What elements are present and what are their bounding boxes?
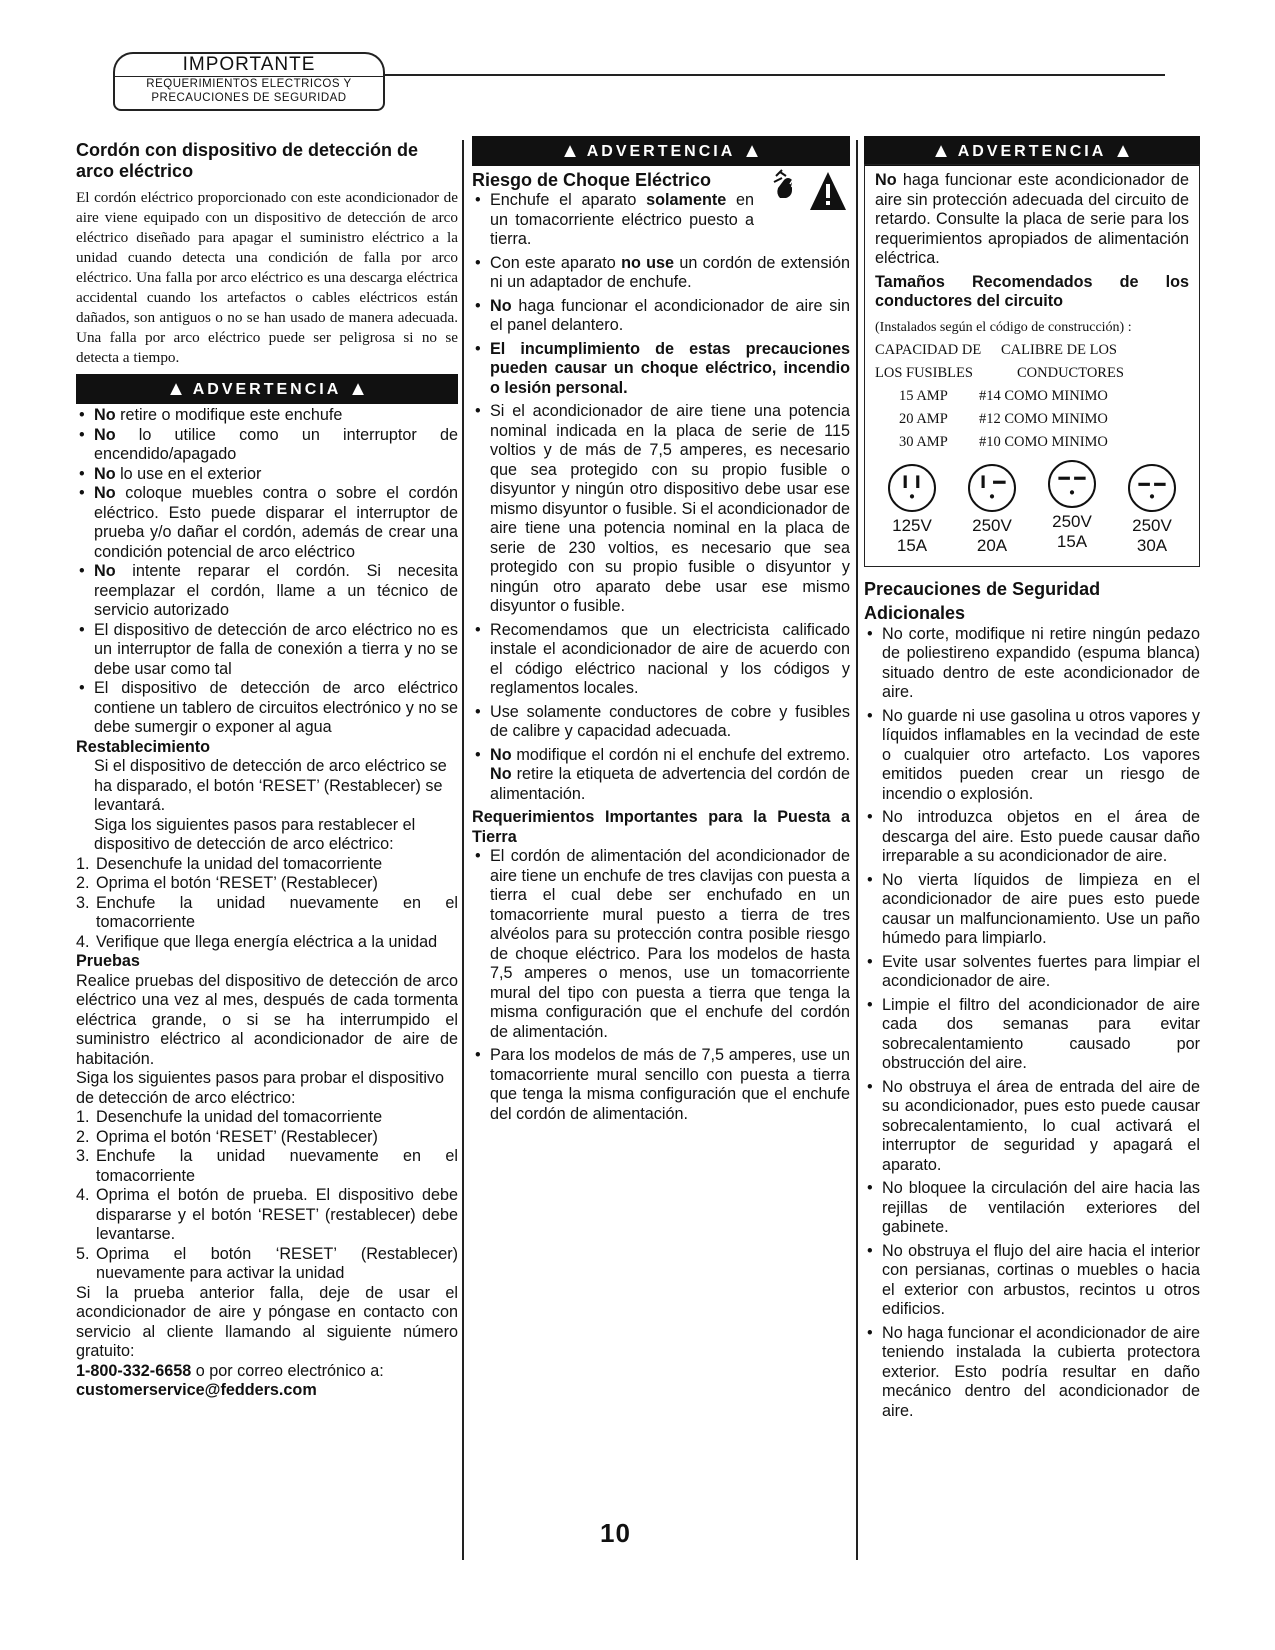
item-post2: retire la etiqueta de advertencia del cordón de alimentación.	[490, 765, 850, 803]
wire-gauge: #12 COMO MINIMO	[979, 410, 1108, 427]
step-number: 1.	[76, 1108, 90, 1126]
warning-item-text: El dispositivo de detección de arco eléctrico no es un interruptor de falla de conexión a tierra y no se debe usar como tal	[94, 620, 458, 678]
column-3	[864, 140, 1200, 1425]
fuse-table	[875, 339, 1189, 454]
warning-item-text: lo use en el exterior	[115, 464, 262, 483]
page-number: 10	[600, 1518, 631, 1548]
outlet-icon	[1048, 460, 1096, 508]
item-post: modifique el cordón ni el enchufe del extremo.	[511, 745, 850, 764]
contact-line	[76, 1362, 458, 1382]
circuit-warning-box	[864, 164, 1200, 567]
warning-triangle-icon: ▲	[742, 140, 762, 162]
wire-gauge: #10 COMO MINIMO	[979, 433, 1108, 450]
safety-item: • No introduzca objetos en el área de descarga del aire. Esto puede causar daño irreparable a su acondicionador de aire.	[864, 808, 1200, 867]
step-item	[76, 1186, 458, 1245]
outlet-icon	[888, 464, 936, 512]
warning-item	[76, 484, 458, 562]
warning-body: haga funcionar este acondicionador de aire sin protección adecuada del circuito de retardo. Consulte la placa de serie para los requerimientos apropiados de alimentación eléctrica.	[875, 171, 1189, 267]
item-b: solamente	[646, 191, 727, 209]
step-item	[76, 1108, 458, 1128]
item-b: No	[490, 296, 512, 315]
step-text: Desenchufe la unidad del tomacorriente	[96, 1108, 383, 1126]
warning-item-text: retire o modifique este enchufe	[115, 406, 343, 424]
step-number: 2.	[76, 1127, 90, 1146]
reset-title: Restablecimiento	[76, 737, 211, 756]
phone-number: 1-800-332-6658	[76, 1361, 192, 1380]
item-post: en un tomacorriente eléctrico puesto a tierra.	[490, 191, 754, 248]
circuit-warning-text	[875, 171, 1189, 269]
step-item	[76, 1147, 458, 1186]
shock-risk-title: Riesgo de Choque Eléctrico	[472, 170, 712, 190]
warning-item	[76, 562, 458, 621]
shock-risk-item	[472, 254, 850, 293]
reset-para-2: Siga los siguientes pasos para restablecer el dispositivo de detección de arco eléctrico:	[94, 815, 416, 853]
grounding-item: • Para los modelos de más de 7,5 amperes, use un tomacorriente mural sencillo con puesta a tierra que tenga la misma configuración que el enchufe del cordón de alimentación.	[472, 1046, 850, 1124]
warning-triangle-icon: ▲	[931, 140, 951, 162]
step-item	[76, 1245, 458, 1284]
shock-risk-item	[472, 191, 850, 250]
safety-item: • Limpie el filtro del acondicionador de aire cada dos semanas para evitar sobrecalentamiento causado por obstrucción del aire.	[864, 996, 1200, 1074]
warning-no: No	[875, 171, 897, 189]
outlet-amperage: 20A	[976, 535, 1008, 555]
fuse-capacity: 30 AMP	[899, 433, 948, 450]
warning-item-bold: No	[94, 464, 116, 483]
safety-item: • No haga funcionar el acondicionador de aire teniendo instalada la cubierta protectora exterior. Esto podría resultar en daño mecánico dentro del acondicionador de aire.	[864, 1324, 1200, 1422]
reset-para-1: Si el dispositivo de detección de arco eléctrico se ha disparado, el botón ‘RESET’ (Restablecer) se levantará.	[94, 757, 447, 814]
shock-risk-item	[472, 746, 850, 805]
warning-item-bold: No	[94, 406, 116, 424]
step-number: 4.	[76, 1186, 90, 1204]
fuse-table-header-row	[875, 339, 1189, 362]
step-text: Desenchufe la unidad del tomacorriente	[96, 854, 383, 873]
warning-item	[76, 426, 458, 465]
grounding-list	[472, 847, 850, 1124]
item-pre: Use solamente conductores de cobre y fusibles de calibre y capacidad adecuada.	[490, 702, 850, 740]
test-title: Pruebas	[76, 952, 140, 970]
step-number: 1.	[76, 854, 90, 873]
email-address: customerservice@fedders.com	[76, 1381, 317, 1399]
step-text: Oprima el botón ‘RESET’ (Restablecer)	[96, 1127, 378, 1146]
column-divider-2	[856, 140, 858, 1560]
step-text: Verifique que llega energía eléctrica a la unidad	[96, 932, 438, 951]
step-number: 3.	[76, 893, 90, 912]
warning-triangle-icon: ▲	[560, 140, 580, 162]
outlet-diagram	[1039, 464, 1105, 556]
outlet-amperage: 15A	[1056, 531, 1088, 551]
step-text: Oprima el botón de prueba. El dispositivo debe dispararse y el botón ‘RESET’ (restablecer) debe levantarse.	[96, 1186, 458, 1243]
safety-item: • No guarde ni use gasolina u otros vapores y líquidos inflamables en la vecindad de este o cualquier otro artefacto. Los vapores emitidos pueden crear un riesgo de incendio o explosión.	[864, 707, 1200, 805]
warning-item-text: El dispositivo de detección de arco eléctrico contiene un tablero de circuitos electrónico y no se debe sumergir o exponer al agua	[94, 679, 458, 736]
step-item	[76, 1128, 458, 1148]
item-b: El incumplimiento de estas precauciones pueden causar un choque eléctrico, incendio o lesión personal.	[490, 339, 850, 397]
header-subtitle	[113, 76, 385, 111]
arc-cord-title: Cordón con dispositivo de detección de arco eléctrico	[76, 140, 419, 181]
step-number: 5.	[76, 1244, 90, 1263]
outlet-voltage: 250V	[1132, 515, 1172, 535]
warning-item	[76, 465, 458, 485]
header-sub-line-2: PRECAUCIONES DE SEGURIDAD	[151, 92, 347, 104]
fuse-table-row	[875, 385, 1189, 408]
shock-risk-item	[472, 297, 850, 336]
safety-item: • No corte, modifique ni retire ningún pedazo de poliestireno expandido (espuma blanca) situado dentro de este acondicionador de aire.	[864, 625, 1200, 703]
outlet-voltage: 125V	[892, 515, 932, 535]
shock-risk-list	[472, 191, 850, 804]
item-post: haga funcionar el acondicionador de aire sin el panel delantero.	[490, 296, 850, 334]
item-b: no use	[621, 253, 675, 272]
step-text: Oprima el botón ‘RESET’ (Restablecer) nuevamente para activar la unidad	[96, 1244, 458, 1282]
warning-item-text: intente reparar el cordón. Si necesita reemplazar el cordón, llame a un técnico de servicio autorizado	[94, 562, 458, 619]
warning-item	[76, 621, 458, 680]
outlet-diagram	[1119, 464, 1185, 556]
column-divider-1	[462, 140, 464, 1560]
column-2	[472, 140, 850, 1128]
outlet-icon	[968, 464, 1016, 512]
item-pre: Recomendamos que un electricista calificado instale el acondicionador de aire de acuerdo con el código eléctrico nacional y los códigos y reglamentos locales.	[490, 620, 850, 697]
step-text: Oprima el botón ‘RESET’ (Restablecer)	[96, 874, 378, 892]
header-tab: IMPORTANTE	[113, 52, 385, 76]
step-number: 4.	[76, 932, 90, 951]
fuse-header-cell: LOS FUSIBLES	[875, 364, 973, 381]
item-pre: Si el acondicionador de aire tiene una potencia nominal indicada en la placa de serie de 115 voltios y de más de 7,5 amperes, es necesario que sea protegido con su propio fusible o disyuntor y ningún otro dispositivo debe usar ese mismo disyuntor o fusible. Si el acondicionador de aire tiene una potencia nominal en la placa de serie de 230 voltios, es necesario que sea protegido con su propio fusible o disyuntor y ningún otro aparato debe usar ese mismo disyuntor o fusible.	[490, 402, 850, 615]
warning-item-bold: No	[94, 484, 116, 502]
shock-risk-item	[472, 621, 850, 699]
grounding-item: • El cordón de alimentación del acondicionador de aire tiene un enchufe de tres clavijas con puesta a tierra el cual debe ser enchufado en un tomacorriente mural puesto a tierra de tres alvéolos para su protección contra posible riesgo de choque eléctrico. Para los modelos de hasta 7,5 amperes o menos, use un tomacorriente mural del tipo con puesta a tierra que tenga la misma configuración que el enchufe del cordón de alimentación.	[472, 847, 850, 1042]
warning-label: ADVERTENCIA	[586, 143, 735, 160]
outlet-amperage: 30A	[1136, 535, 1168, 555]
outlet-amperage: 15A	[896, 535, 928, 555]
installed-note: (Instalados según el código de construcción) :	[875, 319, 1132, 335]
fuse-table-row	[875, 408, 1189, 431]
wire-header-cell: CALIBRE DE LOS	[1001, 341, 1117, 358]
arc-warning-list	[76, 406, 458, 738]
warning-label: ADVERTENCIA	[957, 143, 1106, 160]
header-rule	[383, 74, 1165, 76]
shock-risk-item	[472, 340, 850, 399]
warning-banner-3	[864, 136, 1200, 166]
item-pre: Con este aparato	[490, 253, 622, 272]
header-sub-line-1: REQUERIMIENTOS ELECTRICOS Y	[146, 78, 352, 90]
step-number: 2.	[76, 874, 90, 892]
warning-item	[76, 679, 458, 738]
test-steps	[76, 1108, 458, 1284]
warning-item	[76, 406, 458, 426]
warning-banner-2	[472, 136, 850, 166]
step-item	[76, 894, 458, 933]
warning-triangle-icon: ▲	[166, 378, 186, 400]
item-post: un cordón de extensión ni un adaptador de enchufe.	[490, 253, 851, 291]
item-pre: Enchufe el aparato	[490, 191, 647, 209]
outlet-voltage: 250V	[1052, 511, 1092, 531]
outlet-diagram	[879, 464, 945, 556]
outlet-diagrams	[875, 464, 1189, 556]
safety-list	[864, 625, 1200, 1422]
shock-risk-item	[472, 402, 850, 617]
fuse-table-header-row	[875, 362, 1189, 385]
outlet-diagram	[959, 464, 1025, 556]
test-para-1: Realice pruebas del dispositivo de detección de arco eléctrico una vez al mes, después de cada tormenta eléctrica grande, o si se ha interrumpido el suministro eléctrico al acondicionador de aire de habitación.	[76, 971, 458, 1068]
warning-item-text: lo utilice como un interruptor de encendido/apagado	[94, 425, 458, 463]
warning-item-bold: No	[94, 425, 116, 444]
grounding-title: Requerimientos Importantes para la Puesta a Tierra	[472, 808, 850, 846]
warning-triangle-icon: ▲	[1113, 140, 1133, 162]
fuse-capacity: 20 AMP	[899, 410, 948, 427]
step-item	[76, 874, 458, 894]
safety-item: • No vierta líquidos de limpieza en el acondicionador de aire pues esto puede causar un malfuncionamiento. Use un paño húmedo para limpiarlo.	[864, 871, 1200, 949]
warning-item-bold: No	[94, 562, 116, 580]
item-b2: No	[490, 765, 512, 783]
warning-label: ADVERTENCIA	[192, 381, 341, 398]
test-para-2: Siga los siguientes pasos para probar el dispositivo de detección de arco eléctrico:	[76, 1069, 445, 1107]
outlet-icon	[1128, 464, 1176, 512]
step-number: 3.	[76, 1147, 90, 1165]
item-b: No	[490, 745, 512, 764]
safety-item: • No bloquee la circulación del aire hacia las rejillas de ventilación exteriores del gabinete.	[864, 1179, 1200, 1238]
step-text: Enchufe la unidad nuevamente en el tomacorriente	[96, 1147, 458, 1185]
step-item	[76, 855, 458, 875]
step-text: Enchufe la unidad nuevamente en el tomacorriente	[96, 893, 458, 931]
column-1	[76, 140, 458, 1401]
outlet-voltage: 250V	[972, 515, 1012, 535]
warning-banner-1	[76, 374, 458, 404]
conductor-sizes-title: Tamaños Recomendados de los conductores del circuito	[875, 272, 1189, 310]
wire-gauge: #14 COMO MINIMO	[979, 387, 1108, 404]
step-item	[76, 933, 458, 953]
fuse-table-row	[875, 431, 1189, 454]
shock-risk-item	[472, 703, 850, 742]
safety-title: Precauciones de Seguridad Adicionales	[864, 578, 1101, 623]
arc-cord-intro: El cordón eléctrico proporcionado con este acondicionador de aire viene equipado con un dispositivo de detección de arco eléctrico diseñado para apagar el suministro eléctrico a la unidad cuando detecta una condición de falla por arco eléctrico. Una falla por arco eléctrico es una descarga eléctrica accidental cuando los artefactos o cables eléctricos están dañados, son antiguos o no se han usado de manera adecuada. Una falla por arco eléctrico puede ser peligrosa si no se detecta a tiempo.	[76, 189, 458, 366]
warning-item-text: coloque muebles contra o sobre el cordón eléctrico. Esto puede disparar el interruptor de prueba y/o dañar el cordón, además de crear una condición potencial de arco eléctrico	[94, 484, 458, 561]
reset-steps	[76, 855, 458, 953]
fail-text: Si la prueba anterior falla, deje de usar el acondicionador de aire y póngase en contacto con servicio al cliente llamando al siguiente número gratuito:	[76, 1283, 458, 1360]
wire-header-cell: CONDUCTORES	[1017, 364, 1124, 381]
or-email-text: o por correo electrónico a:	[191, 1361, 384, 1380]
safety-item: • Evite usar solventes fuertes para limpiar el acondicionador de aire.	[864, 953, 1200, 992]
fuse-capacity: 15 AMP	[899, 387, 948, 404]
safety-item: • No obstruya el flujo del aire hacia el interior con persianas, cortinas o muebles o hacia el exterior con arbustos, recintos u otros edificios.	[864, 1242, 1200, 1320]
fuse-header-cell: CAPACIDAD DE	[875, 341, 982, 358]
warning-triangle-icon: ▲	[348, 378, 368, 400]
safety-item: • No obstruya el área de entrada del aire de su acondicionador, pues esto puede causar sobrecalentamiento, lo cual activará el interruptor de seguridad y apagará el aparato.	[864, 1078, 1200, 1176]
